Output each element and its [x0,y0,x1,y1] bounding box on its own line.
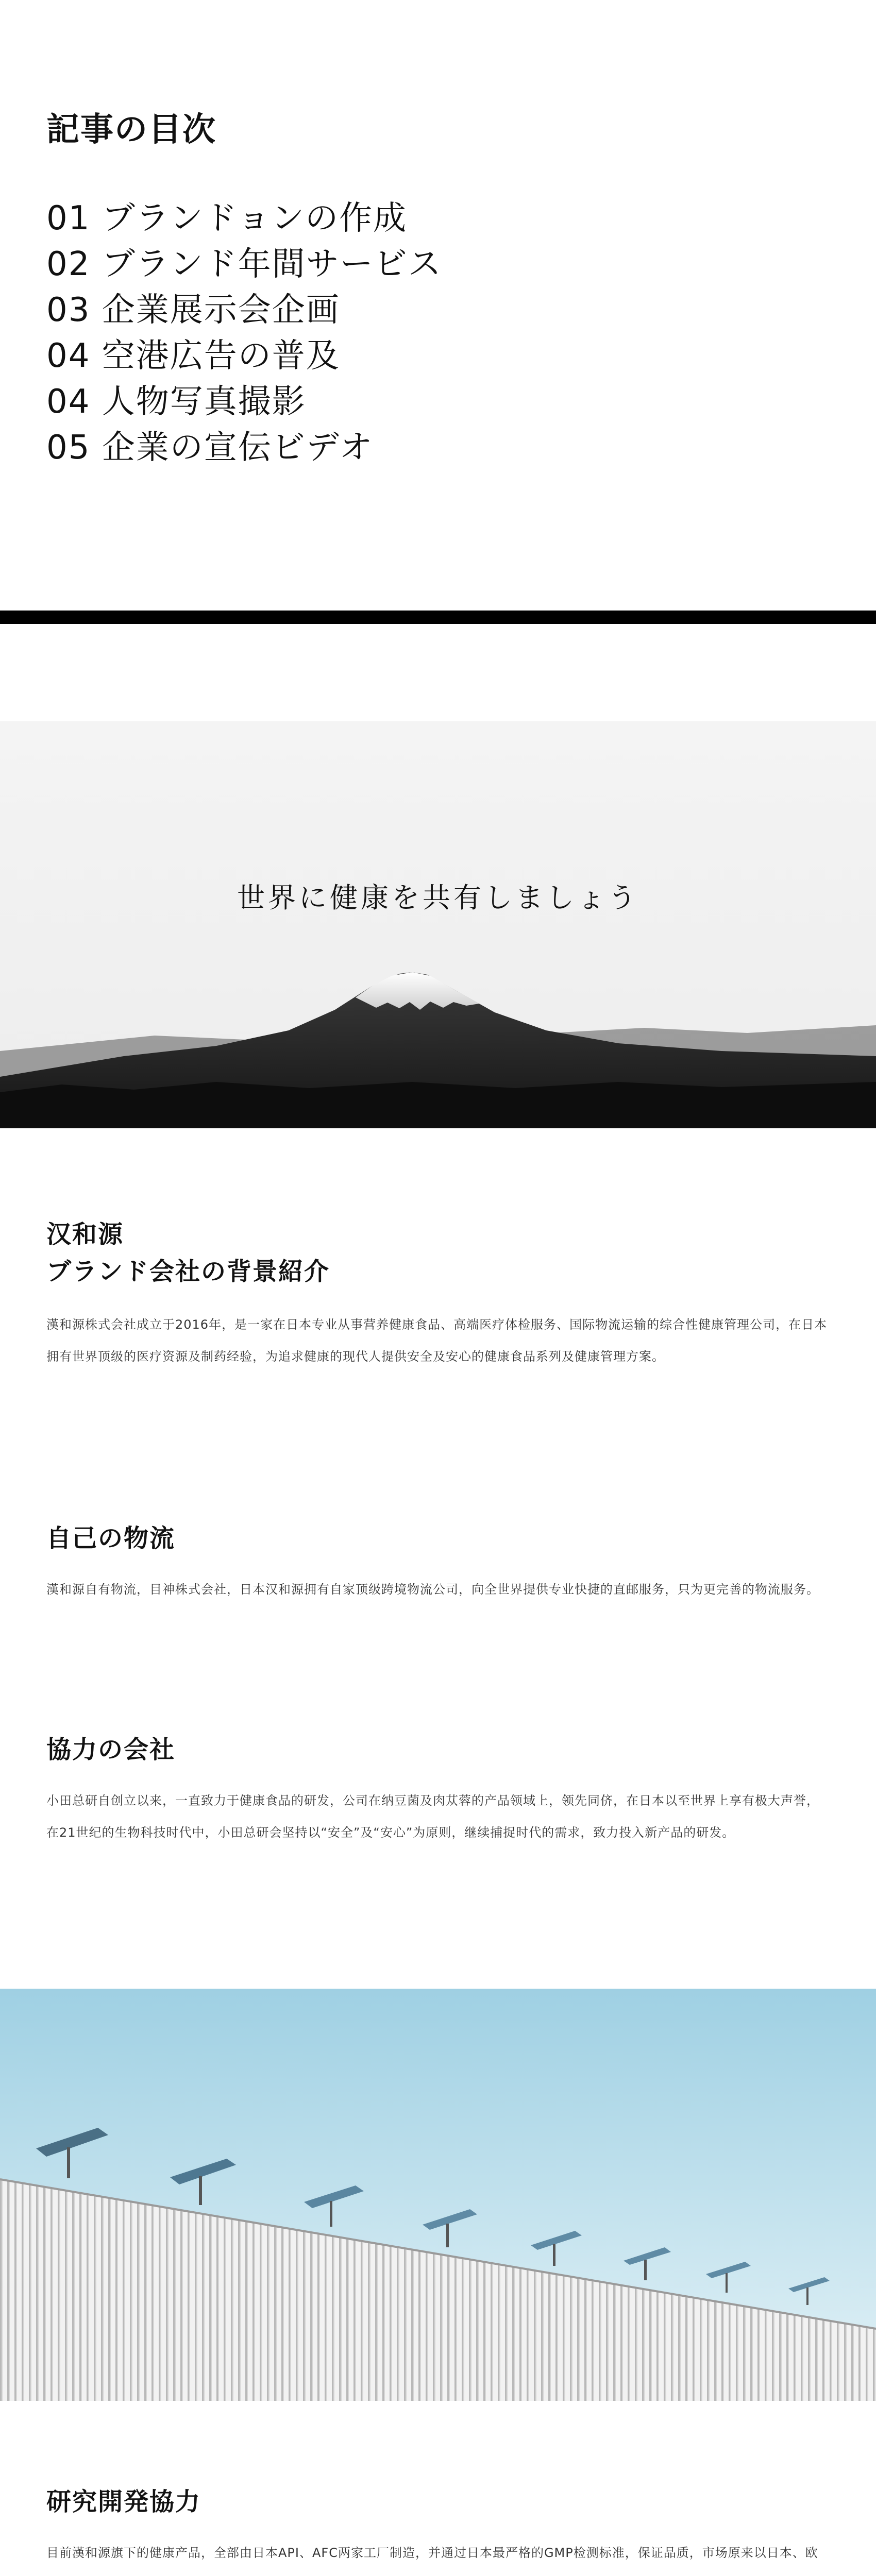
research-body: 目前漢和源旗下的健康产品，全部由日本API、AFC两家工厂制造，并通过日本最严格的GMP检测标准，保证品质，市场原来以日本、欧 [46,2546,818,2560]
research-section [46,2483,830,2576]
partner-section [46,1731,830,1849]
logistics-body: 漢和源自有物流，目神株式会社，日本汉和源拥有自家顶级跨境物流公司，向全世界提供专业快捷的直邮服务，只为更完善的物流服务。 [46,1582,819,1597]
toc-item[interactable]: 02 ブランド年間サービス [46,245,442,283]
about-section [46,1216,830,1372]
mountain-illustration [0,721,876,1128]
toc-item[interactable]: 04 空港広告の普及 [46,337,340,375]
toc-item[interactable]: 04 人物写真撮影 [46,383,306,421]
section-divider [0,611,876,624]
toc-item[interactable]: 03 企業展示会企画 [46,291,340,329]
toc-item[interactable]: 01 ブランドョンの作成 [46,199,408,238]
partner-title: 協力の会社 [46,1735,176,1764]
toc-item[interactable]: 05 企業の宣伝ビデオ [46,429,374,467]
about-title-line1: 汉和源 [46,1220,124,1249]
solar-building-illustration [0,1989,876,2401]
hero-tagline: 世界に健康を共有しましょう [237,882,639,914]
solar-hero-image [0,1989,876,2401]
about-title-line2: ブランド会社の背景紹介 [46,1257,330,1286]
about-body: 漢和源株式会社成立于2016年，是一家在日本专业从事营养健康食品、高端医疗体检服务、国际物流运输的综合性健康管理公司，在日本拥有世界顶级的医疗资源及制药经验，为追求健康的现代人提供安全及安心的健康食品系列及健康管理方案。 [46,1317,828,1364]
toc-heading: 記事の目次 [46,111,216,149]
mountain-hero-image [0,721,876,1128]
logistics-title: 自己の物流 [46,1524,176,1553]
partner-body: 小田总研自创立以来，一直致力于健康食品的研发，公司在纳豆菌及肉苁蓉的产品领域上，领先同侪，在日本以至世界上享有极大声誉，在21世纪的生物科技时代中，小田总研会坚持以“安全”及“安心”为原则，继续捕捉时代的需求，致力投入新产品的研发。 [46,1793,819,1840]
toc-list [46,196,442,471]
logistics-section [46,1520,830,1605]
research-title: 研究開発協力 [46,2487,201,2516]
